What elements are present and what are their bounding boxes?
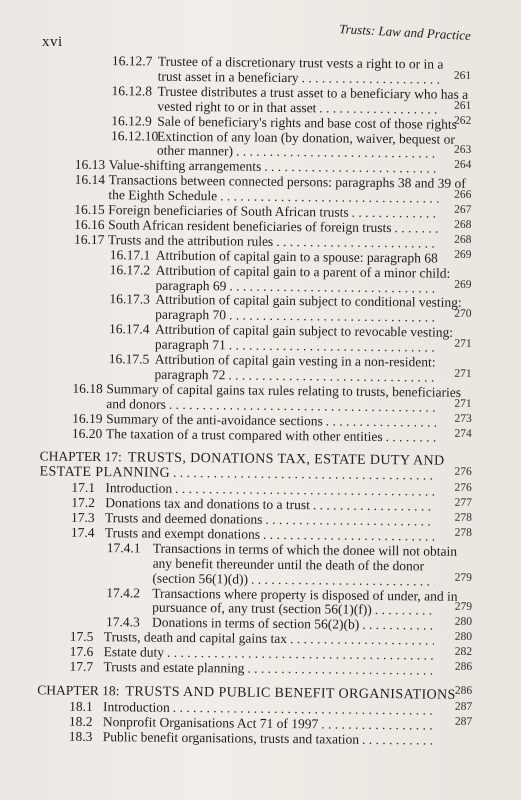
toc-entry-title-line: Value-shifting arrangements <box>108 157 262 175</box>
page-number: xvi <box>42 34 63 50</box>
toc-entry-title-line: the Eighth Schedule <box>108 187 218 204</box>
toc-entry-title-line: Attribution of capital gain to a spouse: paragraph 68 <box>155 247 438 266</box>
toc-entry-number: 16.15 <box>74 201 105 218</box>
toc-entry-number: 16.17.4 <box>108 321 150 337</box>
toc-entry-number: 17.3 <box>71 509 95 526</box>
toc-entry-number: 16.19 <box>72 410 103 426</box>
toc-entry-number: 17.4.1 <box>106 539 141 556</box>
toc-entry-title-line: and donors <box>106 395 166 412</box>
toc-entry-title-line: Trusts and the attribution rules <box>107 231 274 249</box>
toc-entry-title-line: Donations tax and donations to a trust <box>105 495 311 513</box>
toc-entry-number: 16.17.3 <box>109 291 150 307</box>
toc-entry-number: 16.12.8 <box>111 82 153 99</box>
toc-entry-title-line: Transactions where property is disposed of under, and in <box>152 585 458 604</box>
page-reference: 276 <box>454 466 472 479</box>
toc-entry-title-line: Transactions in terms of which the donee will not obtain <box>152 540 458 559</box>
toc-entry-number: 16.17 <box>73 231 105 247</box>
toc-entry-number: 16.17.1 <box>109 246 151 263</box>
page-reference: 271 <box>454 337 472 351</box>
chapter-title-line: ESTATE PLANNING <box>39 464 171 482</box>
chapter-label: CHAPTER 17: <box>39 448 122 465</box>
leader-dots <box>173 465 436 483</box>
page-reference: 282 <box>454 645 473 659</box>
toc-entry-title-line: Attribution of capital gain to a parent of a minor child: <box>155 262 451 281</box>
toc-entry-title-line: Sale of beneficiary's rights and base cost of those rights <box>157 113 458 132</box>
toc-entry-number: 18.1 <box>69 698 93 714</box>
page-reference: 278 <box>454 526 472 539</box>
toc-entry-title-line: trust asset in a beneficiary <box>157 68 299 86</box>
toc-entry-title-line: other manner) <box>156 143 234 159</box>
leader-dots <box>319 100 439 116</box>
toc-entry-line <box>71 425 472 444</box>
toc-entry-title-line: The taxation of a trust compared with other entities <box>105 425 383 444</box>
toc-entry-title-line: Trustee of a discretionary trust vests a right to or in a <box>157 53 444 72</box>
page-reference: 287 <box>454 715 473 728</box>
toc-entry-number: 17.4.3 <box>105 614 140 630</box>
leader-dots <box>352 205 439 221</box>
leader-dots <box>321 716 433 732</box>
toc-entry-title-line: Public benefit organisations, trusts and taxation <box>102 728 360 747</box>
leader-dots <box>362 617 434 633</box>
toc-entry-title-line: any benefit thereunder until the death of the donor <box>152 555 425 574</box>
toc-entry-title-line: Estate duty <box>103 644 165 660</box>
toc-entry-title-line: Summary of the anti-avoidance sections <box>106 410 323 428</box>
toc-entry-number: 16.17.2 <box>109 261 151 278</box>
toc-entry-title-line: Attribution of capital gain subject to conditional vesting: <box>155 292 462 311</box>
page-reference: 277 <box>454 496 472 510</box>
toc-entry-title-line: paragraph 72 <box>154 366 226 383</box>
toc-entry-title-line: paragraph 69 <box>155 277 227 293</box>
toc-entry-number: 16.12.10 <box>111 127 159 144</box>
leader-dots <box>313 497 435 513</box>
toc-entry-title-line: Introduction <box>105 480 173 497</box>
toc-entry-number: 17.5 <box>69 628 94 645</box>
toc-entry-number: 16.14 <box>74 171 106 188</box>
page-reference: 274 <box>454 427 472 440</box>
toc-entry-number: 16.18 <box>72 380 103 396</box>
page-reference: 269 <box>454 278 472 291</box>
toc-entry-number: 17.4 <box>70 524 95 540</box>
page-reference: 279 <box>454 601 473 614</box>
toc-entry-number: 17.7 <box>69 658 94 675</box>
leader-dots <box>302 70 440 86</box>
page-reference: 287 <box>454 700 473 713</box>
toc-entry-number: 17.6 <box>69 643 94 660</box>
page-reference: 280 <box>454 616 473 629</box>
chapter-title-line: TRUSTS AND PUBLIC BENEFIT ORGANISATIONS <box>125 684 456 703</box>
toc-entry-title-line: Trusts and estate planning <box>103 659 245 676</box>
running-head: Trusts: Law and Practice <box>338 21 472 43</box>
toc-entry-line <box>69 728 433 747</box>
leader-dots <box>290 631 434 648</box>
chapter-label: CHAPTER 18: <box>37 682 120 699</box>
leader-dots <box>386 429 436 445</box>
page-reference: 266 <box>454 188 472 202</box>
page-reference: 286 <box>454 660 473 673</box>
toc-entry-title-line: Extinction of any loan (by donation, waiver, bequest or <box>157 128 456 147</box>
toc-entry-title-line: South African resident beneficiaries of foreign trusts <box>108 217 392 236</box>
toc-entry-number: 16.17.5 <box>108 351 150 367</box>
page-reference: 261 <box>453 99 472 112</box>
chapter-title-line: TRUSTS, DONATIONS TAX, ESTATE DUTY AND <box>127 450 445 470</box>
toc-entry-title-line: vested right to or in that asset <box>157 98 317 116</box>
leader-dots <box>375 602 434 618</box>
page-reference: 286 <box>454 684 473 697</box>
toc-entry-number: 18.3 <box>68 728 93 744</box>
toc-entry-title-line: Trusts, death and capital gains tax <box>103 629 288 647</box>
table-of-contents <box>0 48 521 800</box>
page-reference: 279 <box>454 571 473 584</box>
page-reference: 264 <box>454 159 472 172</box>
toc-entry-title-line: Introduction <box>103 698 170 715</box>
leader-dots <box>326 413 436 429</box>
page-reference: 268 <box>454 218 472 231</box>
toc-entry-line <box>69 658 473 678</box>
page-reference: 268 <box>454 233 472 246</box>
leader-dots <box>362 731 433 747</box>
toc-entry-title-line: Trustee distributes a trust asset to a beneficiary who has a <box>157 83 469 102</box>
toc-entry-title-line: Transactions between connected persons: paragraphs 38 and 39 of <box>108 172 466 192</box>
toc-entry-title-line: paragraph 71 <box>154 336 226 353</box>
leader-dots <box>247 661 433 678</box>
page-reference: 278 <box>454 511 472 524</box>
toc-entry-number: 16.12.9 <box>111 112 152 129</box>
toc-entry-title-line: Trusts and exempt donations <box>104 525 261 542</box>
toc-entry-title-line: Attribution of capital gain vesting in a non-resident: <box>154 351 436 370</box>
page-reference: 271 <box>454 367 472 380</box>
toc-entry-title-line: Nonprofit Organisations Act 71 of 1997 <box>102 713 319 732</box>
toc-entry-number: 16.20 <box>71 425 103 441</box>
toc-entry-title-line: Summary of capital gains tax rules relating to trusts, beneficiaries <box>106 380 462 400</box>
toc-entry-number: 16.12.7 <box>111 53 153 69</box>
page-reference: 280 <box>454 630 473 644</box>
toc-entry-title-line: Trusts and deemed donations <box>105 510 263 527</box>
page-reference: 270 <box>454 308 472 321</box>
page-reference: 262 <box>453 114 472 127</box>
toc-entry-title-line: paragraph 70 <box>155 306 227 323</box>
toc-entry-number: 17.2 <box>71 494 95 511</box>
toc-entry-number: 17.1 <box>71 479 96 496</box>
toc-entry-number: 16.16 <box>74 216 105 232</box>
toc-entry-title-line: Foreign beneficiaries of South African trusts <box>108 202 349 220</box>
toc-entry-number: 18.2 <box>68 713 93 729</box>
toc-entry-title-line: Donations in terms of section 56(2)(b) <box>151 614 360 633</box>
page-reference: 263 <box>454 144 472 157</box>
page-reference: 271 <box>454 397 472 410</box>
leader-dots <box>394 220 438 235</box>
page-reference: 276 <box>454 481 472 495</box>
page-reference: 269 <box>454 248 472 261</box>
toc-entry-number: 16.13 <box>74 157 106 173</box>
page-reference: 273 <box>454 412 472 425</box>
toc-entry-title-line: pursuance of, any trust (section 56(1)(f)) <box>152 600 372 618</box>
page-reference: 261 <box>453 69 472 82</box>
page-reference: 267 <box>454 203 472 216</box>
toc-entry-title-line: (section 56(1)(d)) <box>152 570 249 587</box>
toc-entry-number: 17.4.2 <box>106 584 141 600</box>
toc-entry-title-line: Attribution of capital gain subject to revocable vesting: <box>154 321 454 340</box>
